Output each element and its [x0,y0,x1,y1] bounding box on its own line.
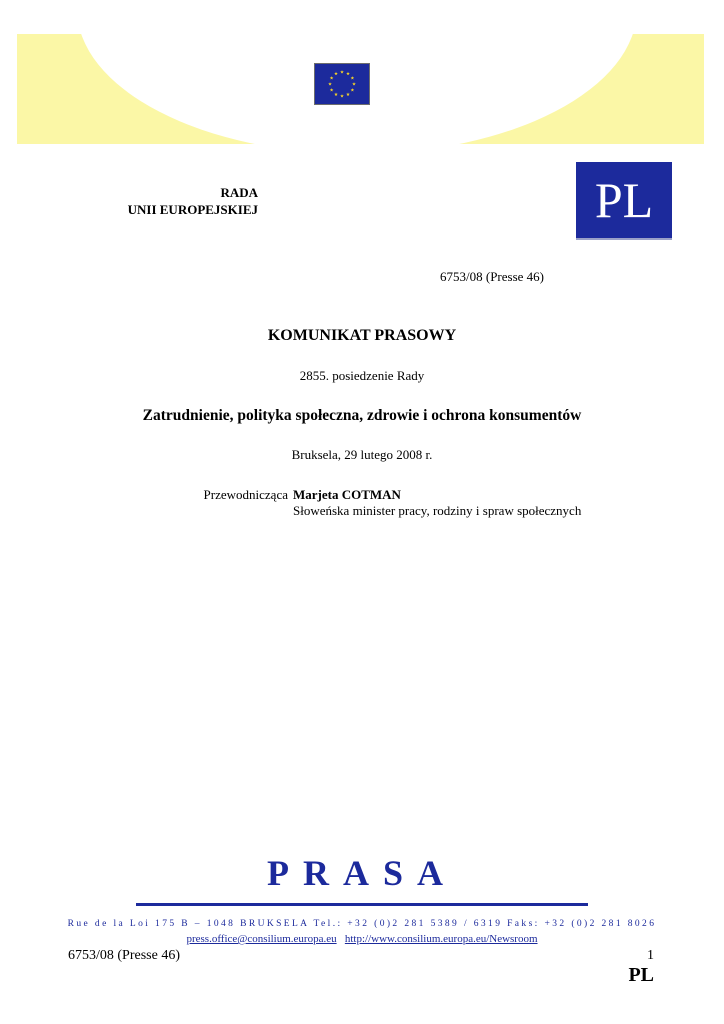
website-link[interactable]: http://www.consilium.europa.eu/Newsroom [344,933,538,945]
star-icon [330,88,334,91]
star-icon [340,70,344,73]
council-name [80,184,258,218]
eu-flag-icon [314,63,370,105]
document-reference: 6753/08 (Presse 46) [440,269,544,284]
eu-stars [315,64,369,104]
page-number: 1 [647,948,654,963]
star-icon [340,94,344,97]
presidency-label: Przewodnicząca [203,487,288,502]
press-release-heading: KOMUNIKAT PRASOWY [267,327,457,344]
star-icon [334,92,338,95]
email-link[interactable]: press.office@consilium.europa.eu [186,933,337,945]
presidency-role: Słoweńska minister pracy, rodziny i spraw społecznych [293,503,582,518]
press-title-rule [136,903,588,906]
star-icon [346,72,350,75]
language-badge: PL [576,162,672,240]
star-icon [351,76,355,79]
star-icon [346,92,350,95]
star-icon [334,72,338,75]
press-title: PRASA [266,853,457,893]
meeting-topic: Zatrudnienie, polityka społeczna, zdrowie i ochrona konsumentów [142,407,582,424]
star-icon [351,88,355,91]
star-icon [330,76,334,79]
council-name-line1: RADA [220,185,258,200]
council-name-line2: UNII EUROPEJSKIEJ [127,202,258,217]
footer-reference: 6753/08 (Presse 46) [68,948,180,963]
star-icon [352,82,356,85]
presidency-name: Marjeta COTMAN [293,487,401,502]
contact-address: Rue de la Loi 175 B – 1048 BRUKSELA Tel.: +32 (0)2 281 5389 / 6319 Faks: +32 (0)2 281 8026 [67,919,657,929]
footer-language-code: PL [628,964,654,986]
star-icon [328,82,332,85]
meeting-number: 2855. posiedzenie Rady [299,368,425,383]
place-date: Bruksela, 29 lutego 2008 r. [291,447,433,462]
contact-links [0,933,724,945]
